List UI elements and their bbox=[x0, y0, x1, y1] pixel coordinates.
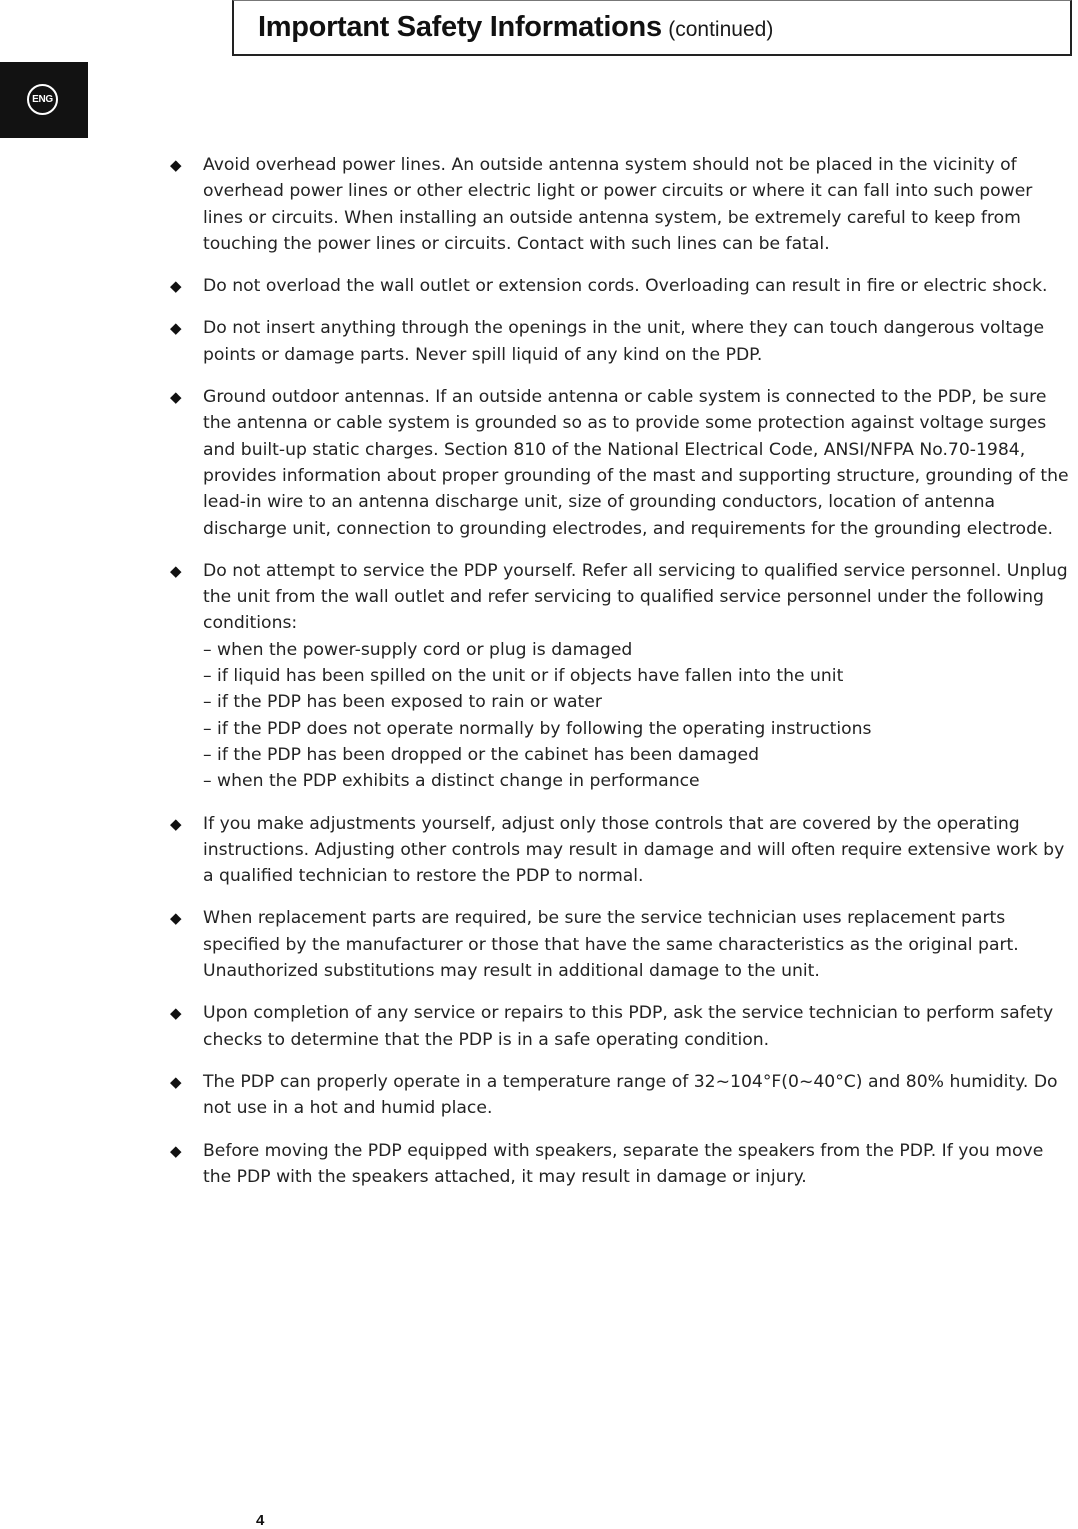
safety-item-text: The PDP can properly operate in a temperature range of 32~104°F(0~40°C) and 80% humidity. Do not use in a hot and humid place. bbox=[203, 1071, 1058, 1119]
safety-item-text: Do not insert anything through the openings in the unit, where they can touch dangerous voltage points or damage parts. Never spill liquid of any kind on the PDP. bbox=[203, 318, 1045, 365]
diamond-bullet-icon: ◆ bbox=[170, 1141, 182, 1160]
page-title-suffix: (continued) bbox=[668, 18, 774, 41]
diamond-bullet-icon: ◆ bbox=[170, 909, 182, 928]
service-conditions-list bbox=[203, 637, 1075, 795]
safety-item bbox=[170, 1069, 1075, 1122]
safety-item-text: Do not attempt to service the PDP yourself. Refer all servicing to qualified service personnel. Unplug the unit from the wall outlet and refer servicing to qualified service personnel under the following conditions: bbox=[203, 560, 1068, 634]
safety-item-text: Avoid overhead power lines. An outside antenna system should not be placed in the vicinity of overhead power lines or other electric light or power circuits or where it can fall into such power lines or circuits. When installing an outside antenna system, be extremely careful to keep from touching the power lines or circuits. Contact with such lines can be fatal. bbox=[203, 155, 1033, 254]
service-condition: – when the PDP exhibits a distinct change in performance bbox=[203, 771, 700, 792]
safety-item bbox=[170, 558, 1075, 795]
language-tab bbox=[0, 62, 88, 138]
page-title-main: Important Safety Informations bbox=[258, 11, 662, 43]
safety-item bbox=[170, 384, 1075, 542]
safety-item bbox=[170, 1000, 1075, 1053]
safety-item bbox=[170, 273, 1075, 299]
diamond-bullet-icon: ◆ bbox=[170, 277, 182, 296]
service-condition: – when the power-supply cord or plug is damaged bbox=[203, 639, 633, 660]
diamond-bullet-icon: ◆ bbox=[170, 1072, 182, 1091]
safety-list bbox=[170, 152, 1075, 1206]
safety-item-text: If you make adjustments yourself, adjust only those controls that are covered by the operating instructions. Adjusting other controls may result in damage and will often require extensive work by a qualified technician to restore the PDP to normal. bbox=[203, 813, 1065, 887]
service-condition: – if the PDP does not operate normally by following the operating instructions bbox=[203, 718, 872, 739]
service-condition: – if the PDP has been exposed to rain or water bbox=[203, 692, 602, 713]
safety-item bbox=[170, 811, 1075, 890]
diamond-bullet-icon: ◆ bbox=[170, 156, 182, 174]
page-number: 4 bbox=[256, 1512, 265, 1529]
service-condition: – if liquid has been spilled on the unit or if objects have fallen into the unit bbox=[203, 666, 844, 687]
diamond-bullet-icon: ◆ bbox=[170, 388, 182, 407]
safety-item bbox=[170, 152, 1075, 257]
safety-item-text: Do not overload the wall outlet or extension cords. Overloading can result in fire or electric shock. bbox=[203, 276, 1048, 297]
service-condition: – if the PDP has been dropped or the cabinet has been damaged bbox=[203, 744, 760, 765]
diamond-bullet-icon: ◆ bbox=[170, 319, 182, 338]
safety-item-text: Ground outdoor antennas. If an outside antenna or cable system is connected to the PDP, be sure the antenna or cable system is grounded so as to provide some protection against voltage surges and built-up static charges. Section 810 of the National Electrical Code, ANSI/NFPA No.70-1984, provides information about proper grounding of the mast and supporting structure, grounding of the lead-in wire to an antenna discharge unit, size of grounding conductors, location of antenna discharge unit, connection to grounding electrodes, and requirements for the grounding electrode. bbox=[203, 387, 1069, 539]
safety-item-text: When replacement parts are required, be sure the service technician uses replacement parts specified by the manufacturer or those that have the same characteristics as the original part. Unauthorized substitutions may result in additional damage to the unit. bbox=[203, 908, 1019, 982]
safety-item bbox=[170, 905, 1075, 984]
diamond-bullet-icon: ◆ bbox=[170, 561, 182, 580]
language-badge: ENG bbox=[27, 84, 58, 115]
safety-item-text: Before moving the PDP equipped with speakers, separate the speakers from the PDP. If you move the PDP with the speakers attached, it may result in damage or injury. bbox=[203, 1140, 1044, 1187]
diamond-bullet-icon: ◆ bbox=[170, 814, 182, 833]
page-header bbox=[232, 0, 1072, 56]
safety-item-text: Upon completion of any service or repairs to this PDP, ask the service technician to perform safety checks to determine that the PDP is in a safe operating condition. bbox=[203, 1003, 1054, 1050]
page-title bbox=[258, 11, 773, 44]
safety-item bbox=[170, 1138, 1075, 1191]
safety-item bbox=[170, 315, 1075, 368]
diamond-bullet-icon: ◆ bbox=[170, 1004, 182, 1023]
